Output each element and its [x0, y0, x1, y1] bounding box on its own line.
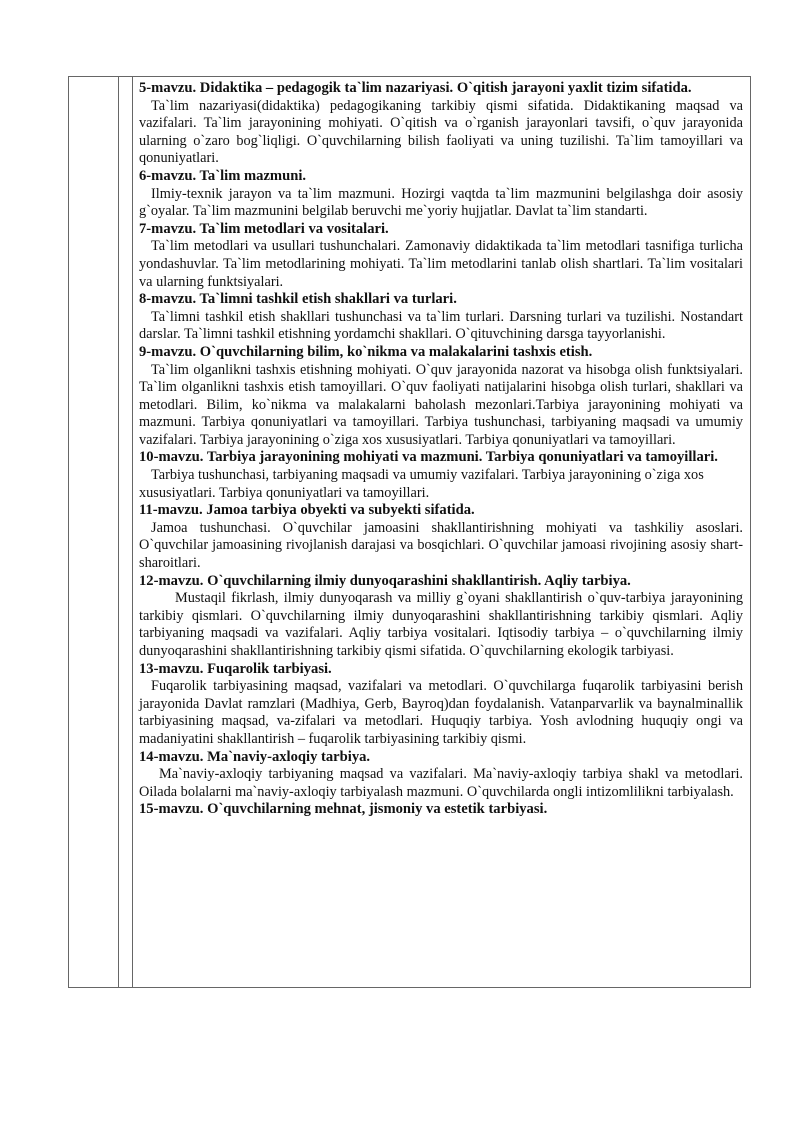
topic-body: Tarbiya tushunchasi, tarbiyaning maqsadi va umumiy vazifalari. Tarbiya jarayonining o`ziga xos xususiyatlari. Tarbiya qonuniyatlari va tamoyillari.: [139, 467, 704, 501]
topic-body: Ta`lim nazariyasi(didaktika) pedagogikaning tarkibiy qismi sifatida. Didaktikaning maqsad va vazifalari. Ta`lim jarayonining mohiyati. O`qitish va o`rganish jarayonlari tavsifi, o`quv jarayonida ularning o`zaro bog`liqligi. O`quvchilarning bilish faoliyati va uning tuzilishi. Ta`lim tamoyillari va qonuniyatlari.: [139, 97, 743, 167]
topic-title: 5-mavzu. Didaktika – pedagogik ta`lim nazariyasi. O`qitish jarayoni yaxlit tizim sifatida.: [139, 80, 692, 96]
table-column-content: [133, 77, 750, 987]
topic-title: 13-mavzu. Fuqarolik tarbiyasi.: [139, 660, 332, 677]
topic-body: Ta`lim olganlikni tashxis etishning mohiyati. O`quv jarayonida nazorat va hisobga olish funktsiyalari. Ta`lim olganlikni tashxis etish tamoyillari. O`quv faoliyati natijalarini hisobga olish turlari, shakllari va metodlari. Bilim, ko`nikma va malakalarni baholash mezonlari.Tarbiya jarayonining mohiyati va mazmuni. Tarbiya qonuniyatlari va tamoyillari. Tarbiya tushunchasi, tarbiyaning maqsadi va umumiy vazifalari. Tarbiya jarayonining o`ziga xos xususiyatlari. Tarbiya qonuniyatlari va tamoyillari.: [139, 361, 743, 448]
topic-body: Ta`lim metodlari va usullari tushunchalari. Zamonaviy didaktikada ta`lim metodlari tasnifiga turlicha yondashuvlar. Ta`lim metodlarining mohiyati. Ta`lim metodlarini tanlab olish shartlari. Ta`lim vositalari va ularning funktsiyalari.: [139, 238, 743, 290]
topic-title: 8-mavzu. Ta`limni tashkil etish shakllari va turlari.: [139, 291, 457, 308]
topic-body: Jamoa tushunchasi. O`quvchilar jamoasini shakllantirishning mohiyati va tashkiliy asoslari. O`quvchilar jamoasining rivojlanish darajasi va bosqichlari. O`quvchilar jamoasi rivojining asosiy shart-sharoitlari.: [139, 519, 743, 572]
syllabus-table: [68, 76, 751, 988]
topic-title: 12-mavzu. O`quvchilarning ilmiy dunyoqarashini shakllantirish. Aqliy tarbiya.: [139, 572, 631, 589]
topic-title: 15-mavzu. O`quvchilarning mehnat, jismoniy va estetik tarbiyasi.: [139, 801, 548, 818]
topic-body: Ta`limni tashkil etish shakllari tushunchasi va ta`lim turlari. Darsning turlari va tuzilishi. Nostandart darslar. Ta`limni tashkil etishning yordamchi shakllari. O`qituvchining darsga tayyorlanishi.: [139, 308, 743, 343]
topic-title: 7-mavzu. Ta`lim metodlari va vositalari.: [139, 220, 389, 237]
topic-title: 10-mavzu. Tarbiya jarayonining mohiyati va mazmuni. Tarbiya qonuniyatlari va tamoyillari.: [139, 449, 718, 466]
table-column-number: [69, 77, 119, 987]
topic-body: Mustaqil fikrlash, ilmiy dunyoqarash va milliy g`oyani shakllantirish o`quv-tarbiya jarayonining tarkibiy qismlari. O`quvchilarning ilmiy dunyoqarashini shakllantirishning tarkibiy qismlari. Aqliy tarbiyaning maqsadi va vazifalari. Aqliy tarbiya vositalari. Iqtisodiy tarbiya – o`quvchilarning ilmiy dunyoqarashini shakllantirishning tarkibiy qismi sifatida. O`quvchilarning ekologik tarbiyasi.: [139, 590, 743, 659]
topic-body: Ilmiy-texnik jarayon va ta`lim mazmuni. Hozirgi vaqtda ta`lim mazmunini belgilashga doir asosiy g`oyalar. Ta`lim mazmunini belgilab beruvchi me`yoriy hujjatlar. Davlat ta`lim standarti.: [139, 185, 743, 220]
topic-title: 6-mavzu. Ta`lim mazmuni.: [139, 167, 307, 184]
topic-body: Fuqarolik tarbiyasining maqsad, vazifalari va metodlari. O`quvchilarga fuqarolik tarbiyasini berish jarayonida Davlat ramzlari (Madhiya, Gerb, Bayroq)dan foydalanish. Vatanparvarlik va baynalminallik tarbiyasining maqsad, va-zifalari va metodlari. Huquqiy tarbiya. Yosh avlodning huquqiy ongi va madaniyatini shakllantirish – fuqarolik tarbiyasining tarkibiy qismi.: [139, 678, 743, 747]
topic-title: 11-mavzu. Jamoa tarbiya obyekti va subyekti sifatida.: [139, 502, 475, 519]
table-column-spacer: [119, 77, 133, 987]
topic-title: 9-mavzu. O`quvchilarning bilim, ko`nikma va malakalarini tashxis etish.: [139, 343, 593, 360]
topic-title: 14-mavzu. Ma`naviy-axloqiy tarbiya.: [139, 748, 371, 765]
topic-body: Ma`naviy-axloqiy tarbiyaning maqsad va vazifalari. Ma`naviy-axloqiy tarbiya shakl va metodlari. Oilada bolalarni ma`naviy-axloqiy tarbiyalash mazmuni. O`quvchilarda ongli intizomlilikni tarbiyalash.: [139, 766, 743, 800]
